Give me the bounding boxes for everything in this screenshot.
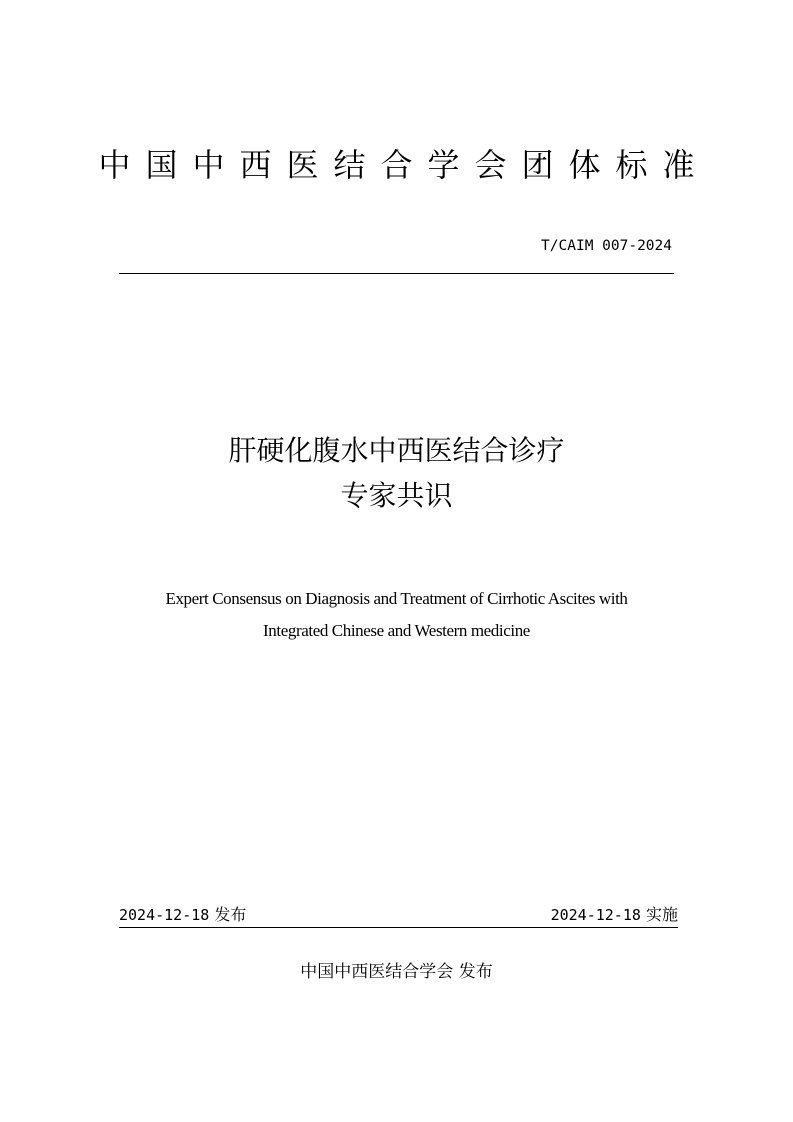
english-title-line-1: Expert Consensus on Diagnosis and Treatment of Cirrhotic Ascites with [165, 589, 628, 608]
standard-code: T/CAIM 007-2024 [541, 238, 672, 254]
publisher-name: 中国中西医结合学会 [300, 962, 454, 982]
english-title-line-2: Integrated Chinese and Western medicine [263, 621, 530, 640]
footer-divider [119, 927, 678, 928]
publish-label: 发布 [214, 905, 247, 924]
implement-label: 实施 [645, 905, 678, 924]
header-divider [119, 273, 674, 274]
implement-date: 2024-12-18 [550, 906, 641, 924]
publisher-line [0, 960, 793, 984]
publish-date-block [119, 904, 246, 926]
implement-date-block [551, 904, 678, 926]
publisher-action: 发布 [458, 962, 493, 982]
chinese-title-line-1: 肝硬化腹水中西医结合诊疗 [228, 434, 565, 467]
chinese-title-line-2: 专家共识 [340, 479, 453, 512]
organization-standard-title: 中国中西医结合学会团体标准 [98, 146, 710, 184]
publish-date: 2024-12-18 [119, 906, 210, 924]
